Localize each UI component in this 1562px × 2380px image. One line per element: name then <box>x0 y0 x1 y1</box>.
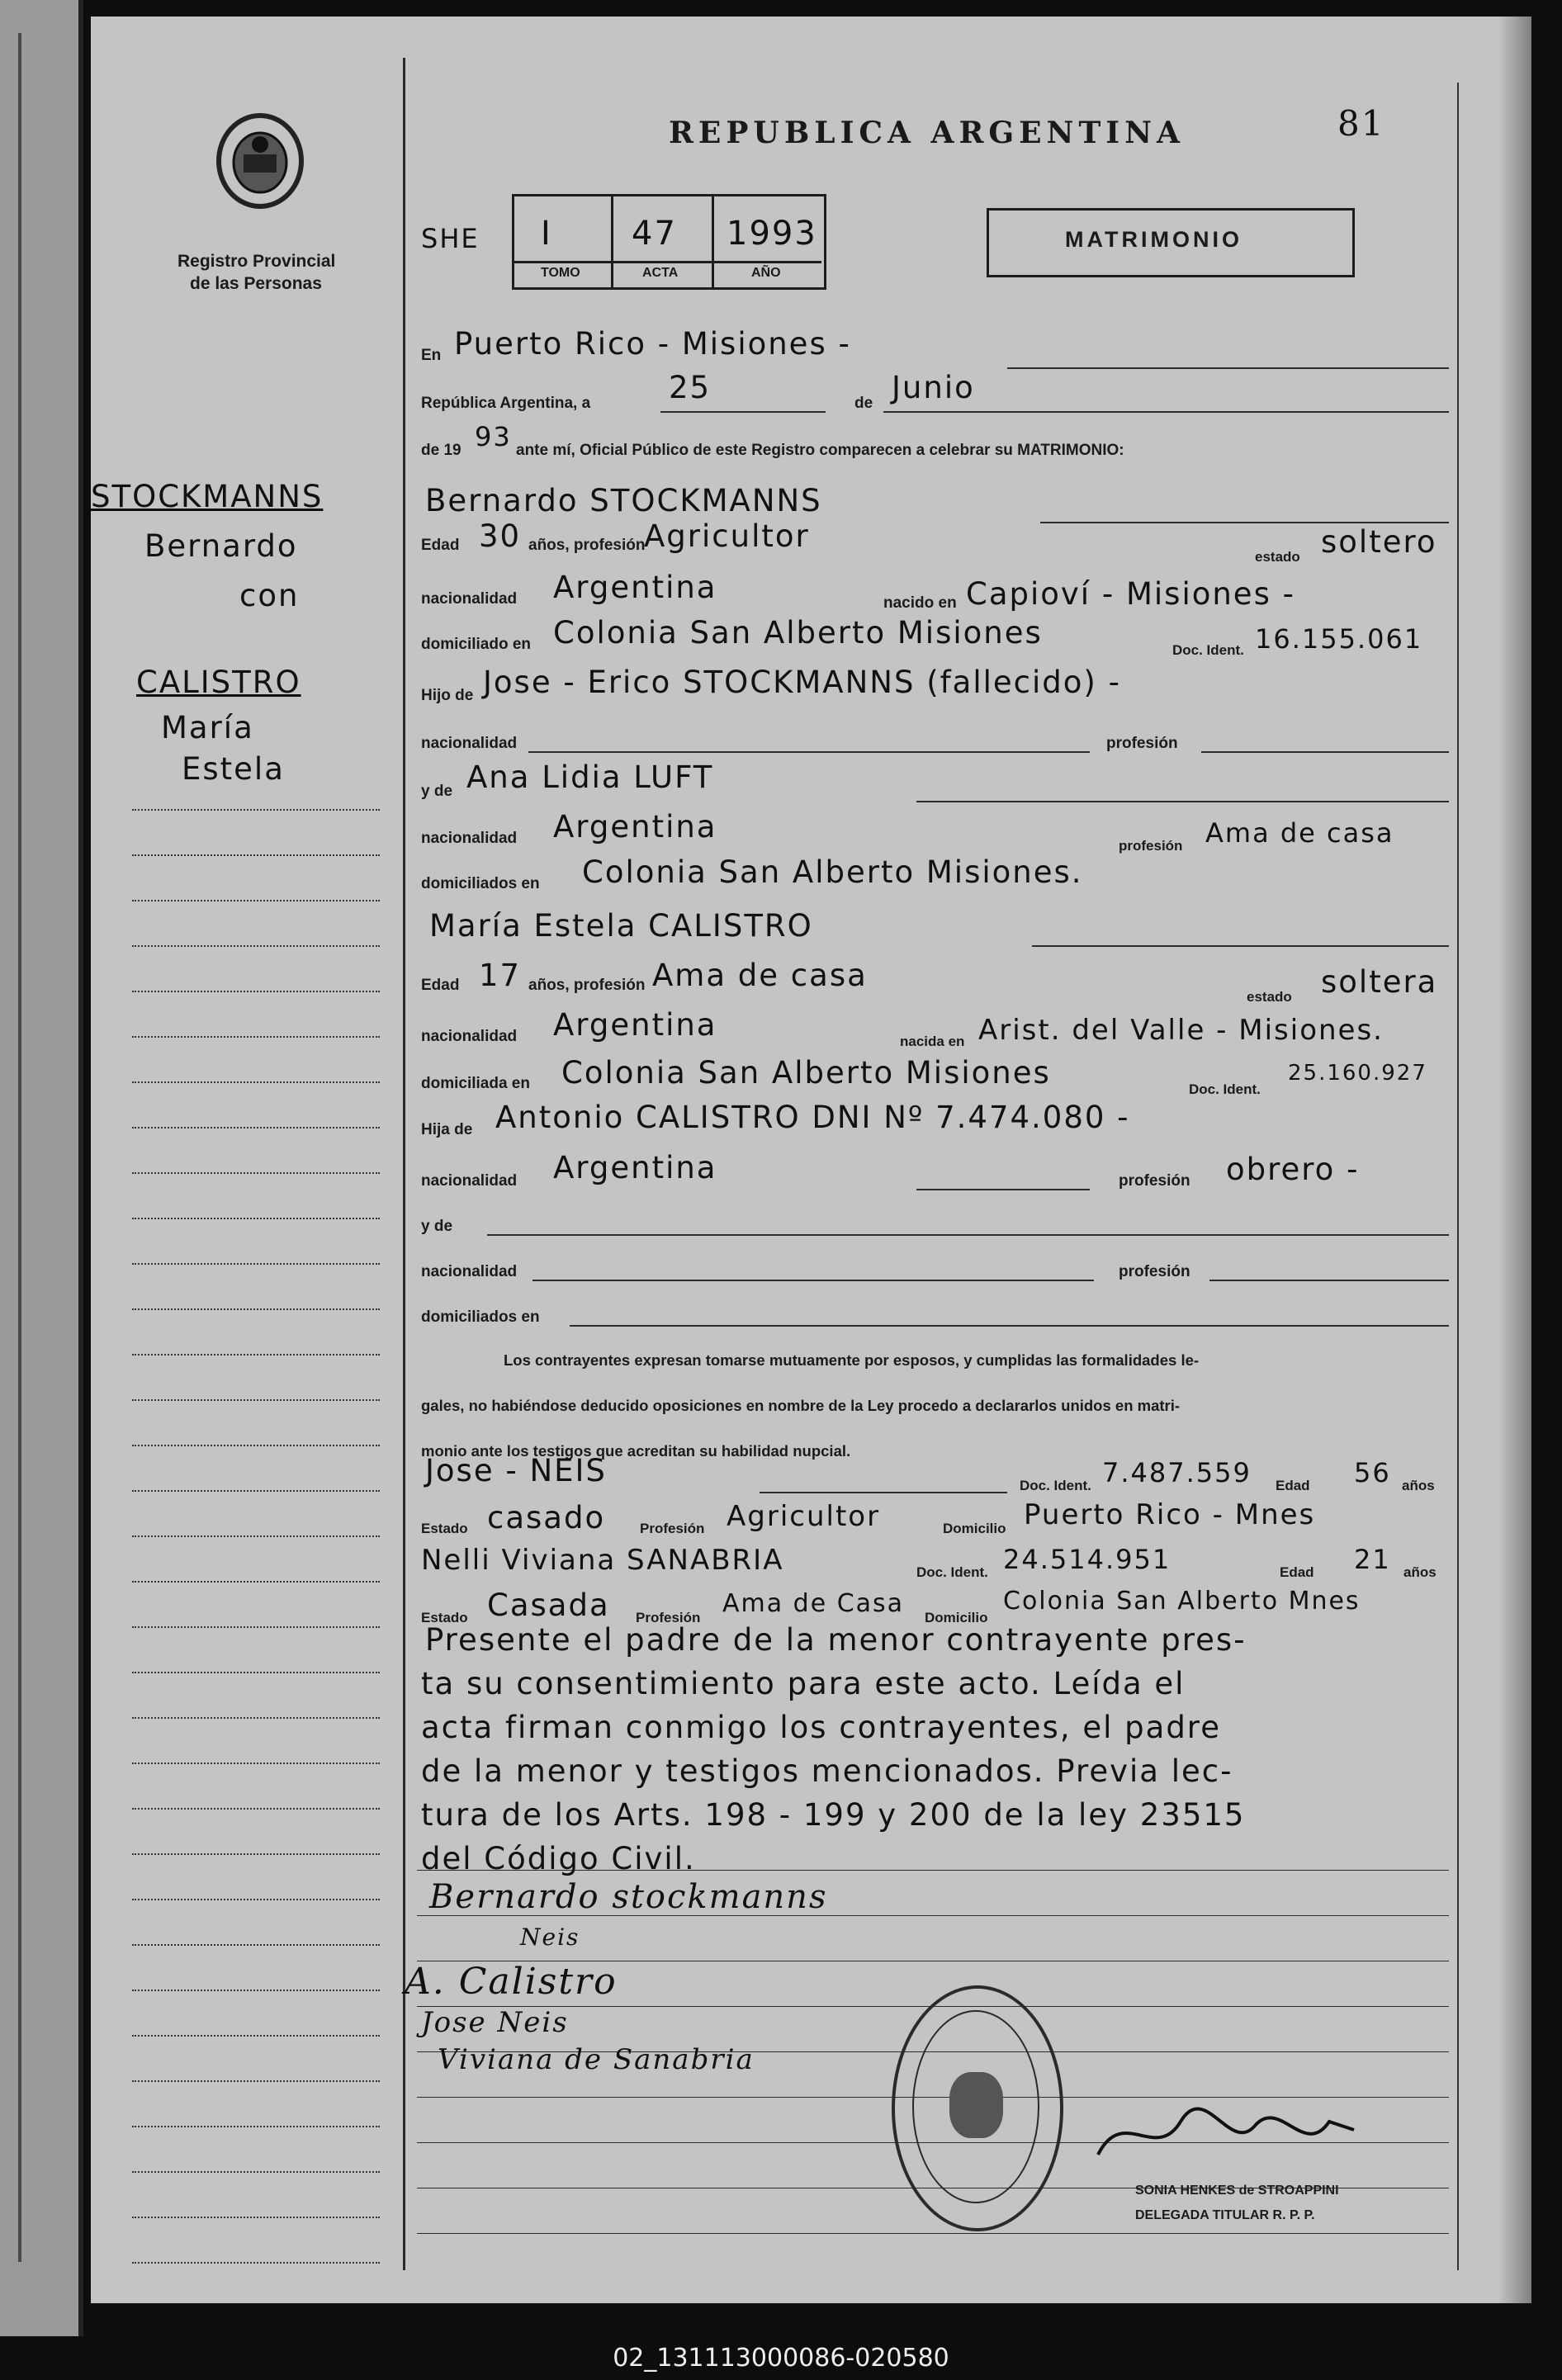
bride-father-profession: obrero - <box>1226 1152 1360 1187</box>
groom-nac-label: nacionalidad <box>421 590 518 608</box>
bride-dom-label: domiciliada en <box>421 1075 530 1092</box>
witness2-doc-label: Doc. Ident. <box>916 1564 988 1580</box>
witness2-estado: Casada <box>487 1587 610 1623</box>
bride-mother-nac-label: nacionalidad <box>421 1263 518 1280</box>
witness2-anos: años <box>1403 1564 1437 1580</box>
groom-estado: soltero <box>1321 524 1437 560</box>
groom-mother-profession: Ama de casa <box>1205 817 1394 849</box>
signature-bride: Neis <box>520 1923 580 1951</box>
groom-mother: Ana Lidia LUFT <box>466 759 714 795</box>
groom-parents-domicile: Colonia San Alberto Misiones. <box>582 854 1083 890</box>
groom-name: Bernardo STOCKMANNS <box>425 483 822 518</box>
bride-doc: 25.160.927 <box>1288 1061 1427 1086</box>
en-label: En <box>421 347 442 364</box>
bride-estado-label: estado <box>1247 989 1292 1005</box>
witness1-doc: 7.487.559 <box>1102 1457 1252 1488</box>
bride-estado: soltera <box>1321 964 1438 1000</box>
bride-father-prof-label: profesión <box>1119 1172 1190 1190</box>
groom-father: Jose - Erico STOCKMANNS (fallecido) - <box>483 665 1121 700</box>
groom-nationality: Argentina <box>553 570 717 605</box>
ano-value: 1993 <box>727 215 817 253</box>
ano-label: AÑO <box>751 266 781 280</box>
groom-birthplace: Capioví - Misiones - <box>966 576 1295 612</box>
bride-nacida-label: nacida en <box>900 1034 965 1049</box>
bride-father-nationality: Argentina <box>553 1150 717 1185</box>
marriage-month: Junio <box>892 370 975 405</box>
witness2-doc: 24.514.951 <box>1003 1544 1172 1575</box>
register-page <box>91 17 1531 2303</box>
bride-edad-label: Edad <box>421 977 460 994</box>
year-prefix: de 19 <box>421 442 462 459</box>
archive-id-footer: 02_131113000086-020580 <box>0 2336 1562 2380</box>
witness1-age: 56 <box>1354 1457 1391 1488</box>
bride-name: María Estela CALISTRO <box>429 908 813 944</box>
official-name: SONIA HENKES de STROAPPINI <box>1135 2184 1339 2198</box>
witness1-doc-label: Doc. Ident. <box>1020 1478 1091 1493</box>
groom-doc-label: Doc. Ident. <box>1172 642 1244 658</box>
margin-given-bride-b: Estela <box>182 751 285 787</box>
margin-given-groom: Bernardo <box>144 528 298 564</box>
tomo-value: I <box>541 215 552 253</box>
note-line: ta su consentimiento para este acto. Leída el <box>421 1666 1186 1701</box>
witness2-edad-label: Edad <box>1280 1564 1314 1580</box>
tomo-label: TOMO <box>541 266 580 280</box>
witness2-name: Nelli Viviana SANABRIA <box>421 1544 784 1577</box>
groom-parents-dom-label: domiciliados en <box>421 875 540 892</box>
margin-surname-bride: CALISTRO <box>136 665 301 700</box>
groom-domicile: Colonia San Alberto Misiones <box>553 615 1043 651</box>
bride-parents-dom-label: domiciliados en <box>421 1308 540 1326</box>
signature-father: A. Calistro <box>405 1961 618 2003</box>
stamp-emblem-icon <box>949 2072 1003 2138</box>
groom-edad-label: Edad <box>421 537 460 554</box>
bride-doc-label: Doc. Ident. <box>1189 1081 1261 1097</box>
official-title: DELEGADA TITULAR R. P. P. <box>1135 2208 1315 2222</box>
acta-label: ACTA <box>642 266 679 280</box>
witness1-name: Jose - NEIS <box>425 1453 607 1488</box>
bride-birthplace: Arist. del Valle - Misiones. <box>978 1014 1384 1047</box>
margin-surname-groom: STOCKMANNS <box>91 479 324 514</box>
provincial-seal-icon <box>211 111 310 211</box>
groom-nacido-label: nacido en <box>883 594 957 612</box>
groom-father-prof-label: profesión <box>1106 735 1178 752</box>
she-mark: SHE <box>421 223 480 254</box>
declaration-line1: Los contrayentes expresan tomarse mutuamente por esposos, y cumplidas las formalidades le- <box>504 1351 1200 1369</box>
registry-name-line2: de las Personas <box>190 274 322 293</box>
groom-father-nac-label: nacionalidad <box>421 735 518 752</box>
signature-groom: Bernardo stockmanns <box>429 1878 828 1916</box>
witness2-estado-label: Estado <box>421 1610 468 1625</box>
note-line: acta firman conmigo los contrayentes, el padre <box>421 1710 1221 1745</box>
year-suffix: 93 <box>475 421 512 452</box>
bride-father: Antonio CALISTRO DNI Nº 7.474.080 - <box>495 1100 1130 1135</box>
bride-father-nac-label: nacionalidad <box>421 1172 518 1190</box>
margin-con: con <box>239 578 300 613</box>
bride-anos-prof: años, profesión <box>528 977 646 994</box>
previous-page-edge <box>0 0 83 2336</box>
signature-witness2: Viviana de Sanabria <box>438 2043 755 2076</box>
groom-doc: 16.155.061 <box>1255 623 1423 655</box>
ante-text: ante mí, Oficial Público de este Registro comparecen a celebrar su MATRIMONIO: <box>516 442 1124 459</box>
witness1-anos: años <box>1402 1478 1435 1493</box>
groom-anos-prof: años, profesión <box>528 537 646 554</box>
note-line: tura de los Arts. 198 - 199 y 200 de la ley 23515 <box>421 1797 1246 1833</box>
witness1-domicile: Puerto Rico - Mnes <box>1024 1498 1316 1531</box>
bride-profession: Ama de casa <box>652 958 868 993</box>
declaration-line3: monio ante los testigos que acreditan su habilidad nupcial. <box>421 1442 851 1460</box>
official-signature-icon <box>1090 2097 1362 2171</box>
groom-age: 30 <box>479 518 522 554</box>
margin-given-bride-a: María <box>161 710 254 745</box>
groom-hijo-label: Hijo de <box>421 687 474 704</box>
marriage-day: 25 <box>669 370 712 405</box>
signature-witness1: Jose Neis <box>421 2006 569 2039</box>
declaration-line2: gales, no habiéndose deducido oposiciones en nombre de la Ley procedo a declararlos unidos en matri- <box>421 1397 1181 1414</box>
witness1-edad-label: Edad <box>1276 1478 1310 1493</box>
bride-hija-label: Hija de <box>421 1121 473 1138</box>
groom-yde-label: y de <box>421 783 453 800</box>
witness2-age: 21 <box>1354 1544 1391 1575</box>
groom-mother-nac-label: nacionalidad <box>421 830 518 847</box>
witness2-profession: Ama de Casa <box>722 1589 905 1618</box>
de-label: de <box>854 395 873 412</box>
witness2-dom-label: Domicilio <box>925 1610 988 1625</box>
page-number: 81 <box>1337 103 1385 144</box>
document-type: MATRIMONIO <box>1065 227 1242 252</box>
groom-mother-nationality: Argentina <box>553 809 717 845</box>
registry-name-line1: Registro Provincial <box>178 252 336 271</box>
marriage-place: Puerto Rico - Misiones - <box>454 326 851 362</box>
witness1-estado-label: Estado <box>421 1521 468 1536</box>
bride-age: 17 <box>479 958 522 993</box>
bride-mother-prof-label: profesión <box>1119 1263 1190 1280</box>
note-line: del Código Civil. <box>421 1841 696 1876</box>
note-line: Presente el padre de la menor contrayente pres- <box>425 1622 1247 1658</box>
groom-profession: Agricultor <box>644 518 810 554</box>
witness1-dom-label: Domicilio <box>943 1521 1006 1536</box>
witness1-prof-label: Profesión <box>640 1521 705 1536</box>
acta-value: 47 <box>632 215 677 253</box>
groom-estado-label: estado <box>1255 549 1300 565</box>
witness1-estado: casado <box>487 1500 606 1535</box>
witness2-domicile: Colonia San Alberto Mnes <box>1003 1587 1361 1616</box>
bride-nac-label: nacionalidad <box>421 1028 518 1045</box>
groom-dom-label: domiciliado en <box>421 636 532 653</box>
bride-yde-label: y de <box>421 1218 453 1235</box>
groom-mother-prof-label: profesión <box>1119 838 1183 854</box>
witness2-prof-label: Profesión <box>636 1610 701 1625</box>
witness1-profession: Agricultor <box>727 1500 881 1533</box>
republica-label: República Argentina, a <box>421 395 591 412</box>
country-title: REPUBLICA ARGENTINA <box>669 116 1185 150</box>
bride-nationality: Argentina <box>553 1007 717 1043</box>
bride-domicile: Colonia San Alberto Misiones <box>561 1055 1051 1091</box>
note-line: de la menor y testigos mencionados. Previa lec- <box>421 1753 1233 1789</box>
